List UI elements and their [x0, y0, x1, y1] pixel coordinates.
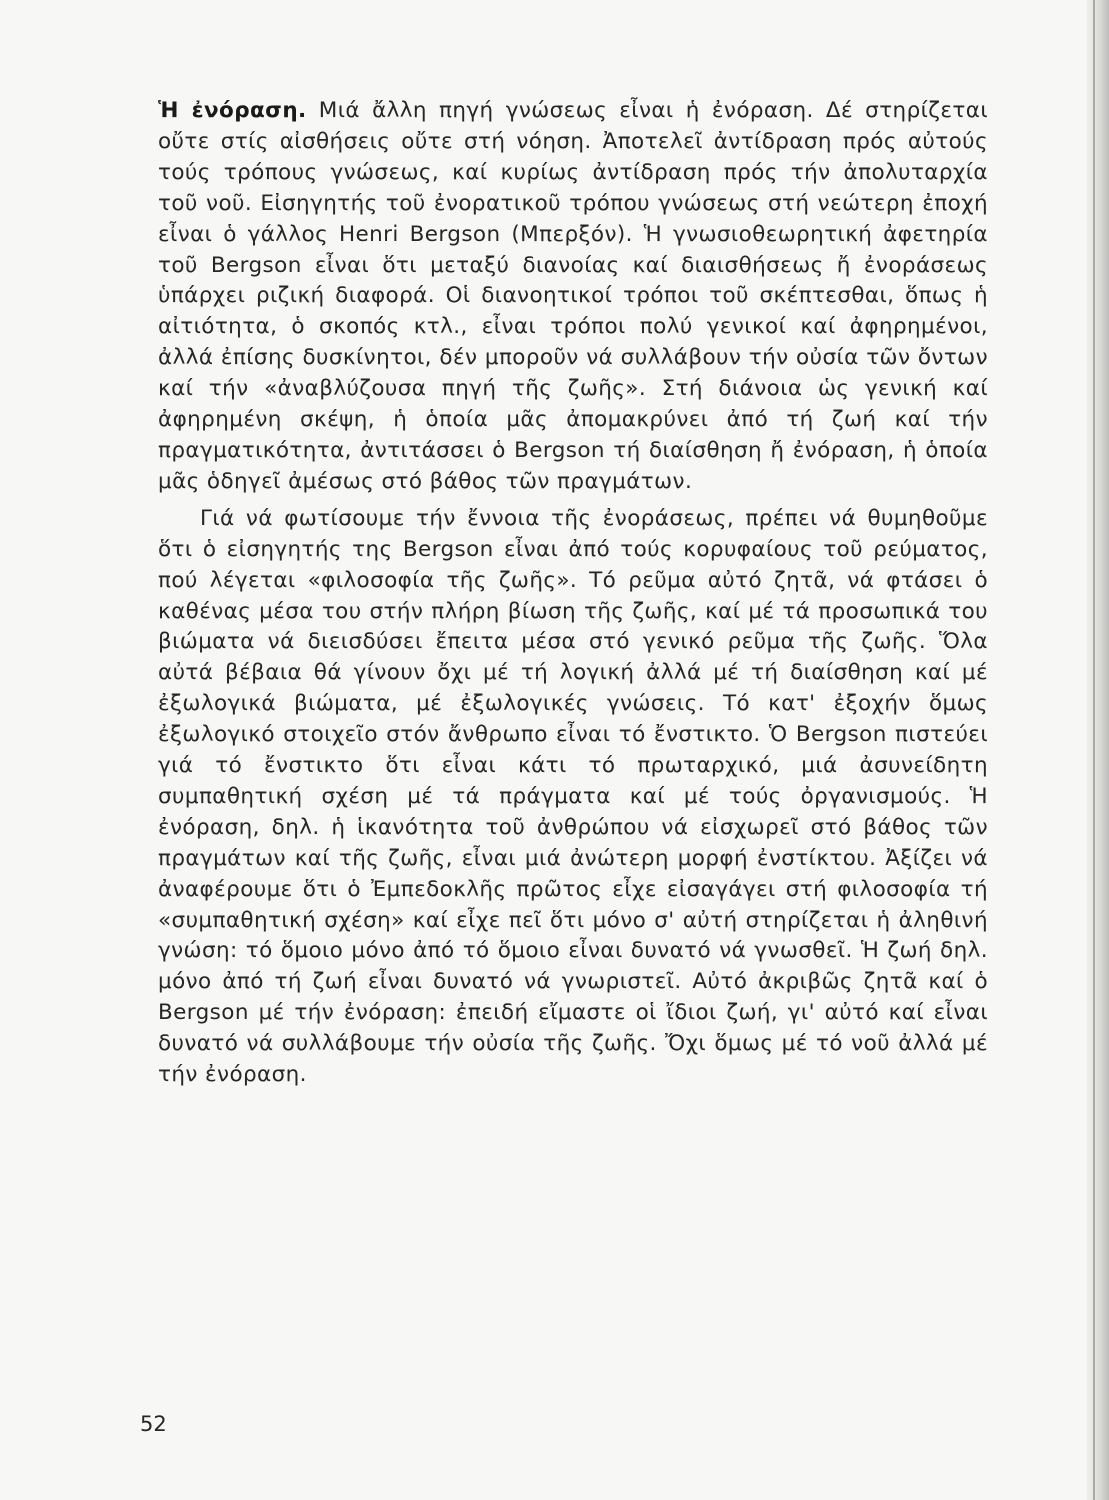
- paragraph-1: [158, 96, 988, 498]
- paragraph-1-text: Μιά ἄλλη πηγή γνώσεως εἶναι ἡ ἐνόραση. Δέ στηρίζεται οὔτε στίς αἰσθήσεις οὔτε στή νόηση. Ἀποτελεῖ ἀντίδραση πρός αὐτούς τούς τρόπους γνώσεως, καί κυρίως ἀντίδραση πρός τήν ἀπολυταρχία τοῦ νοῦ. Εἰσηγητής τοῦ ἐνορατικοῦ τρόπου γνώσεως στή νεώτερη ἐποχή εἶναι ὁ γάλλος Henri Bergson (Μπερξόν). Ἡ γνωσιοθεωρητική ἀφετηρία τοῦ Bergson εἶναι ὅτι μεταξύ διανοίας καί διαισθήσεως ἤ ἐνοράσεως ὑπάρχει ριζική διαφορά. Οἱ διανοητικοί τρόποι τοῦ σκέπτεσθαι, ὅπως ἡ αἰτιότητα, ὁ σκοπός κτλ., εἶναι τρόποι πολύ γενικοί καί ἀφηρημένοι, ἀλλά ἐπίσης δυσκίνητοι, δέν μποροῦν νά συλλάβουν τήν οὐσία τῶν ὄντων καί τήν «ἀναβλύζουσα πηγή τῆς ζωῆς». Στή διάνοια ὡς γενική καί ἀφηρημένη σκέψη, ἡ ὁποία μᾶς ἀπομακρύνει ἀπό τή ζωή καί τήν πραγματικότητα, ἀντιτάσσει ὁ Bergson τή διαίσθηση ἤ ἐνόραση, ἡ ὁποία μᾶς ὁδηγεῖ ἀμέσως στό βάθος τῶν πραγμάτων.: [158, 98, 989, 494]
- section-heading: Ἡ ἐνόραση.: [158, 98, 307, 123]
- paragraph-2: Γιά νά φωτίσουμε τήν ἔννοια τῆς ἐνοράσεως, πρέπει νά θυμηθοῦμε ὅτι ὁ εἰσηγητής της Bergson εἶναι ἀπό τούς κορυφαίους τοῦ ρεύματος, πού λέγεται «φιλοσοφία τῆς ζωῆς». Τό ρεῦμα αὐτό ζητᾶ, νά φτάσει ὁ καθένας μέσα του στήν πλήρη βίωση τῆς ζωῆς, καί μέ τά προσωπικά του βιώματα νά διεισδύσει ἔπειτα μέσα στό γενικό ρεῦμα τῆς ζωῆς. Ὅλα αὐτά βέβαια θά γίνουν ὄχι μέ τή λογική ἀλλά μέ τή διαίσθηση καί μέ ἐξωλογικά βιώματα, μέ ἐξωλογικές γνώσεις. Τό κατ' ἐξοχήν ὅμως ἐξωλογικό στοιχεῖο στόν ἄνθρωπο εἶναι τό ἔνστικτο. Ὁ Bergson πιστεύει γιά τό ἔνστικτο ὅτι εἶναι κάτι τό πρωταρχικό, μιά ἀσυνείδητη συμπαθητική σχέση μέ τά πράγματα καί μέ τούς ὀργανισμούς. Ἡ ἐνόραση, δηλ. ἡ ἱκανότητα τοῦ ἀνθρώπου νά εἰσχωρεῖ στό βάθος τῶν πραγμάτων καί τῆς ζωῆς, εἶναι μιά ἀνώτερη μορφή ἐνστίκτου. Ἀξίζει νά ἀναφέρουμε ὅτι ὁ Ἐμπεδοκλῆς πρῶτος εἶχε εἰσαγάγει στή φιλοσοφία τή «συμπαθητική σχέση» καί εἶχε πεῖ ὅτι μόνο σ' αὐτή στηρίζεται ἡ ἀληθινή γνώση: τό ὅμοιο μόνο ἀπό τό ὅμοιο εἶναι δυνατό νά γνωσθεῖ. Ἡ ζωή δηλ. μόνο ἀπό τή ζωή εἶναι δυνατό νά γνωριστεῖ. Αὐτό ἀκριβῶς ζητᾶ καί ὁ Bergson μέ τήν ἐνόραση: ἐπειδή εἴμαστε οἱ ἴδιοι ζωή, γι' αὐτό καί εἶναι δυνατό νά συλλάβουμε τήν οὐσία τῆς ζωῆς. Ὄχι ὅμως μέ τό νοῦ ἀλλά μέ τήν ἐνόραση.: [158, 505, 988, 1088]
- scan-edge-line: [1093, 0, 1095, 1500]
- scan-edge: [1087, 0, 1109, 1500]
- page-number: 52: [140, 1412, 167, 1436]
- body-text: [158, 96, 988, 1091]
